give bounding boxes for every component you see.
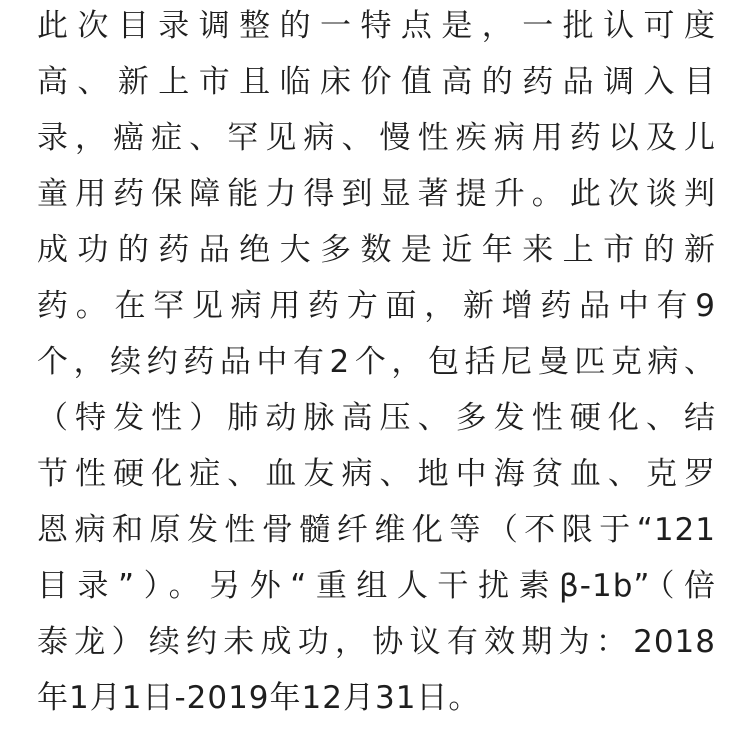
article-line: 泰龙）续约未成功，协议有效期为：2018 [37, 624, 716, 660]
article-line: 录，癌症、罕见病、慢性疾病用药以及儿 [37, 120, 716, 156]
article-line: 高、新上市且临床价值高的药品调入目 [37, 64, 716, 100]
article-line: 药。在罕见病用药方面，新增药品中有9 [37, 288, 716, 324]
article-line: 目录”）。另外“重组人干扰素β-1b”（倍 [37, 568, 716, 604]
article-line: （特发性）肺动脉高压、多发性硬化、结 [37, 400, 716, 436]
article-line: 年1月1日-2019年12月31日。 [37, 680, 481, 716]
article-line: 此次目录调整的一特点是，一批认可度 [37, 8, 716, 44]
article-line: 恩病和原发性骨髓纤维化等（不限于“121 [37, 512, 716, 548]
article-line: 成功的药品绝大多数是近年来上市的新 [37, 232, 716, 268]
article-line: 个，续约药品中有2个，包括尼曼匹克病、 [37, 344, 716, 380]
article-line: 童用药保障能力得到显著提升。此次谈判 [37, 176, 716, 212]
article-line: 节性硬化症、血友病、地中海贫血、克罗 [37, 456, 716, 492]
